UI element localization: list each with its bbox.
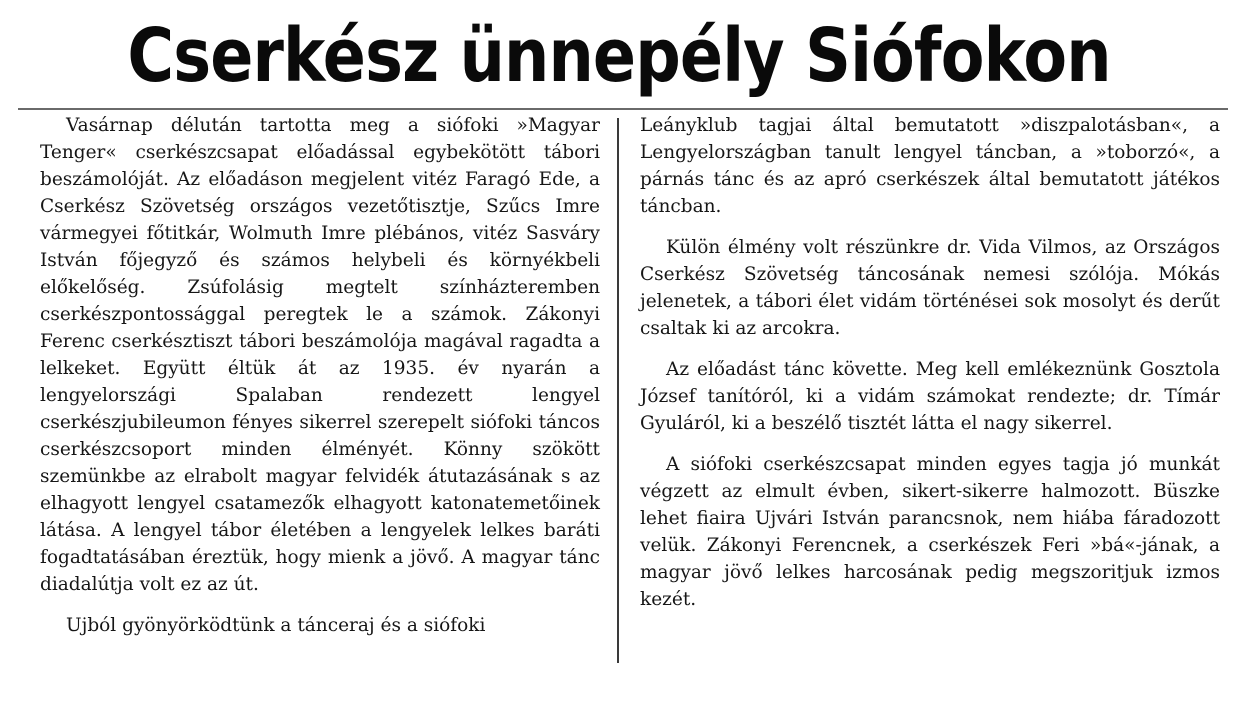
left-paragraph-2: Ujból gyönyörködtünk a tánceraj és a siófoki — [66, 615, 486, 636]
right-paragraph-2: Külön élmény volt részünkre dr. Vida Vilmos, az Országos Cserkész Szövetség táncosának nemesi szólója. Mókás jelenetek, a tábori élet vidám történései sok mosolyt és derűt csaltak ki az arcokra. — [640, 237, 1220, 339]
headline-rule — [18, 108, 1228, 110]
left-column — [40, 112, 600, 639]
column-divider — [617, 118, 619, 663]
right-paragraph-1: Leányklub tagjai által bemutatott »diszpalotásban«, a Lengyelországban tanult lengyel táncban, a »toborzó«, a párnás tánc és az apró cserkészek által bemutatott játékos táncban. — [640, 115, 1220, 217]
right-paragraph-3: Az előadást tánc követte. Meg kell emlékeznünk Gosztola József tanítóról, ki a vidám számokat rendezte; dr. Tímár Gyuláról, ki a beszélő tisztét látta el nagy sikerrel. — [640, 359, 1220, 434]
right-paragraph-4: A siófoki cserkészcsapat minden egyes tagja jó munkát végzett az elmult évben, sikert-sikerre halmozott. Büszke lehet fiaira Ujvári István parancsnok, nem hiába fáradozott velük. Zákonyi Ferencnek, a cserkészek Feri »bá«-jának, a magyar jövő lelkes harcosának pedig megszoritjuk izmos kezét. — [640, 454, 1220, 610]
left-paragraph-1: Vasárnap délután tartotta meg a siófoki »Magyar Tenger« cserkészcsapat előadással egybekötött tábori beszámolóját. Az előadáson megjelent vitéz Faragó Ede, a Cserkész Szövetség országos vezetőtisztje, Szűcs Imre vármegyei főtitkár, Wolmuth Imre plébános, vitéz Sasváry István főjegyző és számos helybeli és környékbeli előkelőség. Zsúfolásig megtelt színházteremben cserkészpontossággal peregtek le a számok. Zákonyi Ferenc cserkésztiszt tábori beszámolója magával ragadta a lelkeket. Együtt éltük át az 1935. év nyarán a lengyelországi Spalaban rendezett lengyel cserkészjubileumon fényes sikerrel szerepelt siófoki táncos cserkészcsoport minden élményét. Könny szökött szemünkbe az elrabolt magyar felvidék átutazásának s az elhagyott lengyel csatamezők elhagyott katonatemetőinek látása. A lengyel tábor életében a lengyelek lelkes baráti fogadtatásában éreztük, hogy mienk a jövő. A magyar tánc diadalútja volt ez az út. — [40, 115, 600, 595]
right-column — [640, 112, 1220, 613]
headline: Cserkész ünnepély Siófokon — [127, 13, 1111, 99]
